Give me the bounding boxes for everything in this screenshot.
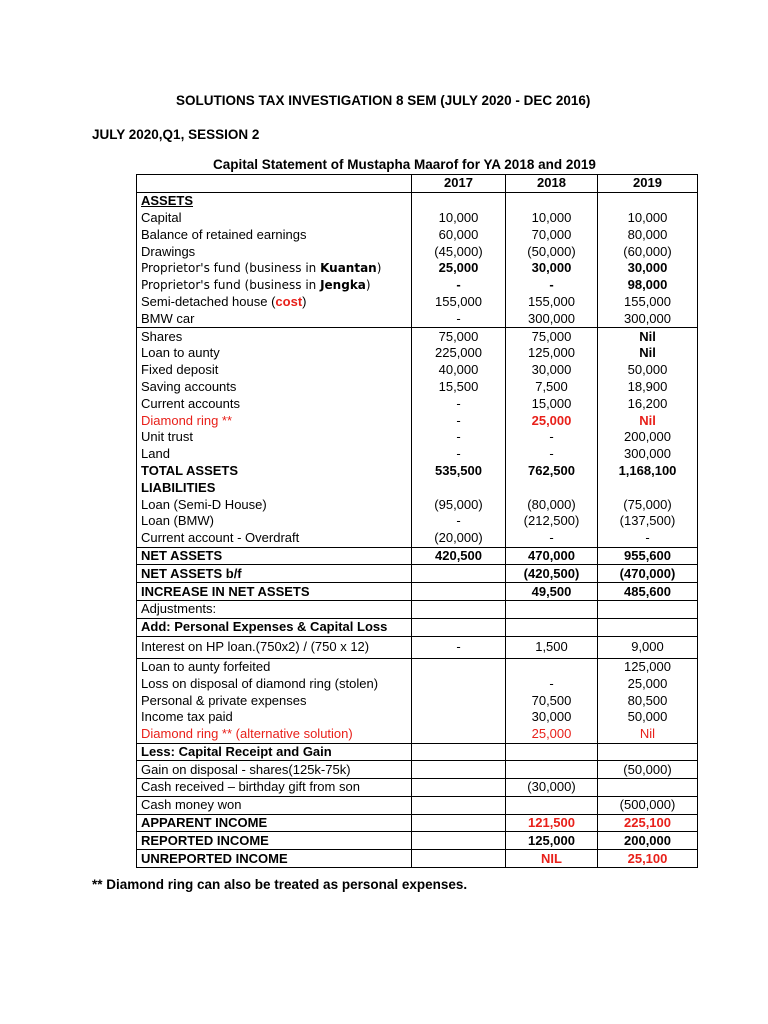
value-cell-2017: 75,000 [412,328,506,345]
value-cell-2019: 10,000 [598,210,698,227]
table-row [137,547,698,565]
value-cell-2018: 470,000 [506,547,598,565]
table-row [137,243,698,260]
value-cell-2017 [412,658,506,675]
value-cell-2019: 300,000 [598,310,698,327]
value-cell-2017: 15,500 [412,379,506,396]
value-cell-2017 [412,479,506,496]
value-cell-2017 [412,583,506,601]
table-row [137,226,698,243]
value-cell-2017 [412,618,506,636]
table-row [137,294,698,311]
header-blank-cell [137,175,412,193]
capital-statement-table [136,174,698,868]
table-row [137,761,698,779]
table-row [137,565,698,583]
value-cell-2019: 50,000 [598,709,698,726]
value-cell-2017 [412,850,506,868]
table-row [137,379,698,396]
value-cell-2017: - [412,429,506,446]
value-cell-2017 [412,600,506,618]
row-label: Cash received – birthday gift from son [137,779,412,797]
row-label: UNREPORTED INCOME [137,850,412,868]
value-cell-2019: Nil [598,726,698,743]
value-cell-2019: 98,000 [598,277,698,294]
table-row [137,260,698,277]
table-row [137,429,698,446]
row-label: Adjustments: [137,600,412,618]
value-cell-2019: (75,000) [598,496,698,513]
table-row [137,412,698,429]
table-row [137,362,698,379]
table-row [137,446,698,463]
label-part: Proprietor's fund (business in [141,261,321,276]
value-cell-2019: (137,500) [598,513,698,530]
row-label: Capital [137,210,412,227]
value-cell-2019: 200,000 [598,429,698,446]
value-cell-2017: (20,000) [412,530,506,547]
value-cell-2017: - [412,277,506,294]
value-cell-2018: (50,000) [506,243,598,260]
value-cell-2019: 25,000 [598,675,698,692]
value-cell-2018: - [506,675,598,692]
value-cell-2018: - [506,277,598,294]
value-cell-2017 [412,779,506,797]
value-cell-2018: (80,000) [506,496,598,513]
value-cell-2019 [598,600,698,618]
value-cell-2017: (95,000) [412,496,506,513]
value-cell-2018 [506,796,598,814]
row-label: REPORTED INCOME [137,832,412,850]
row-label: Drawings [137,243,412,260]
value-cell-2019: Nil [598,328,698,345]
value-cell-2019: (470,000) [598,565,698,583]
row-label: BMW car [137,310,412,327]
value-cell-2019: 225,100 [598,814,698,832]
row-label: Interest on HP loan.(750x2) / (750 x 12) [137,636,412,658]
row-label: Balance of retained earnings [137,226,412,243]
table-row [137,583,698,601]
value-cell-2018 [506,658,598,675]
table-caption: Capital Statement of Mustapha Maarof for YA 2018 and 2019 [213,157,596,172]
value-cell-2018: 1,500 [506,636,598,658]
table-row [137,743,698,761]
value-cell-2019 [598,779,698,797]
row-label: Shares [137,328,412,345]
row-label: NET ASSETS b/f [137,565,412,583]
row-label: Current account - Overdraft [137,530,412,547]
value-cell-2018: 70,000 [506,226,598,243]
value-cell-2019: 80,000 [598,226,698,243]
table-row [137,210,698,227]
table-row [137,726,698,743]
row-label [137,277,412,294]
table-row [137,779,698,797]
value-cell-2019: 155,000 [598,294,698,311]
row-label: Less: Capital Receipt and Gain [137,743,412,761]
value-cell-2019: 50,000 [598,362,698,379]
value-cell-2017: 10,000 [412,210,506,227]
row-label: Loan to aunty forfeited [137,658,412,675]
value-cell-2018: 30,000 [506,709,598,726]
value-cell-2017 [412,692,506,709]
value-cell-2017 [412,675,506,692]
value-cell-2018: 121,500 [506,814,598,832]
table-row [137,832,698,850]
table-row [137,496,698,513]
value-cell-2019: 16,200 [598,395,698,412]
year-header-2019: 2019 [598,175,698,193]
value-cell-2018: - [506,446,598,463]
value-cell-2019 [598,743,698,761]
value-cell-2018 [506,479,598,496]
row-label: Loan to aunty [137,345,412,362]
value-cell-2019: Nil [598,345,698,362]
value-cell-2019: 200,000 [598,832,698,850]
value-cell-2018 [506,618,598,636]
row-label: Personal & private expenses [137,692,412,709]
table-row [137,328,698,345]
value-cell-2019: 30,000 [598,260,698,277]
value-cell-2019: (500,000) [598,796,698,814]
value-cell-2018: 25,000 [506,412,598,429]
value-cell-2019: 1,168,100 [598,463,698,480]
value-cell-2018: 7,500 [506,379,598,396]
table-row [137,600,698,618]
value-cell-2019: 125,000 [598,658,698,675]
value-cell-2017 [412,709,506,726]
value-cell-2017 [412,743,506,761]
table-row [137,513,698,530]
value-cell-2017 [412,796,506,814]
value-cell-2019: 300,000 [598,446,698,463]
value-cell-2017 [412,761,506,779]
footnote: ** Diamond ring can also be treated as personal expenses. [92,877,468,892]
table-row [137,395,698,412]
row-label: Diamond ring ** (alternative solution) [137,726,412,743]
value-cell-2017: 60,000 [412,226,506,243]
value-cell-2019 [598,192,698,209]
value-cell-2017: 25,000 [412,260,506,277]
value-cell-2018: 15,000 [506,395,598,412]
table-row [137,709,698,726]
table-row [137,814,698,832]
table-row [137,530,698,547]
value-cell-2019: 9,000 [598,636,698,658]
row-label: Loss on disposal of diamond ring (stolen) [137,675,412,692]
row-label: Gain on disposal - shares(125k-75k) [137,761,412,779]
table-row [137,850,698,868]
row-label: NET ASSETS [137,547,412,565]
label-part: ) [302,293,307,309]
row-label: Fixed deposit [137,362,412,379]
table-row [137,192,698,209]
label-part: Proprietor's fund (business in [141,278,321,293]
table-row [137,796,698,814]
value-cell-2017 [412,832,506,850]
year-header-2017: 2017 [412,175,506,193]
table-row [137,345,698,362]
row-label: Loan (Semi-D House) [137,496,412,513]
value-cell-2018: 75,000 [506,328,598,345]
table-row [137,618,698,636]
row-label: Current accounts [137,395,412,412]
row-label [137,294,412,311]
value-cell-2019: 80,500 [598,692,698,709]
table-row [137,692,698,709]
label-part: Semi-detached house ( [141,293,276,309]
value-cell-2019: 485,600 [598,583,698,601]
value-cell-2018: 155,000 [506,294,598,311]
row-label: Unit trust [137,429,412,446]
value-cell-2017 [412,814,506,832]
session-subtitle: JULY 2020,Q1, SESSION 2 [92,127,260,142]
value-cell-2019: (50,000) [598,761,698,779]
row-label: Land [137,446,412,463]
row-label: Diamond ring ** [137,412,412,429]
value-cell-2017: - [412,395,506,412]
value-cell-2017 [412,565,506,583]
value-cell-2018: 30,000 [506,260,598,277]
value-cell-2017: - [412,446,506,463]
year-header-2018: 2018 [506,175,598,193]
table-row [137,463,698,480]
row-label: Cash money won [137,796,412,814]
value-cell-2019: - [598,530,698,547]
value-cell-2017 [412,192,506,209]
value-cell-2018: 125,000 [506,832,598,850]
table-row [137,310,698,327]
row-label: Loan (BMW) [137,513,412,530]
row-label [137,260,412,277]
value-cell-2018 [506,192,598,209]
value-cell-2019: Nil [598,412,698,429]
value-cell-2018: NIL [506,850,598,868]
value-cell-2018: 70,500 [506,692,598,709]
row-label: TOTAL ASSETS [137,463,412,480]
row-label: INCREASE IN NET ASSETS [137,583,412,601]
value-cell-2019: 18,900 [598,379,698,396]
value-cell-2017: - [412,636,506,658]
value-cell-2018: (420,500) [506,565,598,583]
value-cell-2019 [598,479,698,496]
value-cell-2017: - [412,513,506,530]
value-cell-2018: 300,000 [506,310,598,327]
value-cell-2018: 10,000 [506,210,598,227]
label-emphasis: cost [275,293,303,309]
value-cell-2018: 25,000 [506,726,598,743]
value-cell-2017: 535,500 [412,463,506,480]
value-cell-2018: - [506,429,598,446]
value-cell-2019: 955,600 [598,547,698,565]
value-cell-2018: (212,500) [506,513,598,530]
value-cell-2018: 125,000 [506,345,598,362]
value-cell-2017: 420,500 [412,547,506,565]
value-cell-2017: 40,000 [412,362,506,379]
value-cell-2018: 49,500 [506,583,598,601]
table-row [137,277,698,294]
value-cell-2017: - [412,310,506,327]
value-cell-2017: 225,000 [412,345,506,362]
table-row [137,479,698,496]
row-label: ASSETS [137,192,412,209]
value-cell-2018 [506,761,598,779]
table-row [137,658,698,675]
value-cell-2018: 30,000 [506,362,598,379]
value-cell-2018: 762,500 [506,463,598,480]
table-row [137,675,698,692]
row-label: LIABILITIES [137,479,412,496]
value-cell-2017: 155,000 [412,294,506,311]
value-cell-2019: (60,000) [598,243,698,260]
table-row [137,636,698,658]
value-cell-2017: - [412,412,506,429]
value-cell-2017: (45,000) [412,243,506,260]
label-part: ) [365,278,371,293]
value-cell-2019: 25,100 [598,850,698,868]
value-cell-2017 [412,726,506,743]
value-cell-2018: - [506,530,598,547]
year-header-row [137,175,698,193]
row-label: Add: Personal Expenses & Capital Loss [137,618,412,636]
value-cell-2018 [506,600,598,618]
row-label: APPARENT INCOME [137,814,412,832]
label-part: ) [376,261,382,276]
value-cell-2018 [506,743,598,761]
row-label: Income tax paid [137,709,412,726]
value-cell-2019 [598,618,698,636]
label-emphasis: Jengka [320,278,366,293]
row-label: Saving accounts [137,379,412,396]
label-emphasis: Kuantan [320,261,377,276]
value-cell-2018: (30,000) [506,779,598,797]
document-title: SOLUTIONS TAX INVESTIGATION 8 SEM (JULY 2020 - DEC 2016) [176,93,591,108]
